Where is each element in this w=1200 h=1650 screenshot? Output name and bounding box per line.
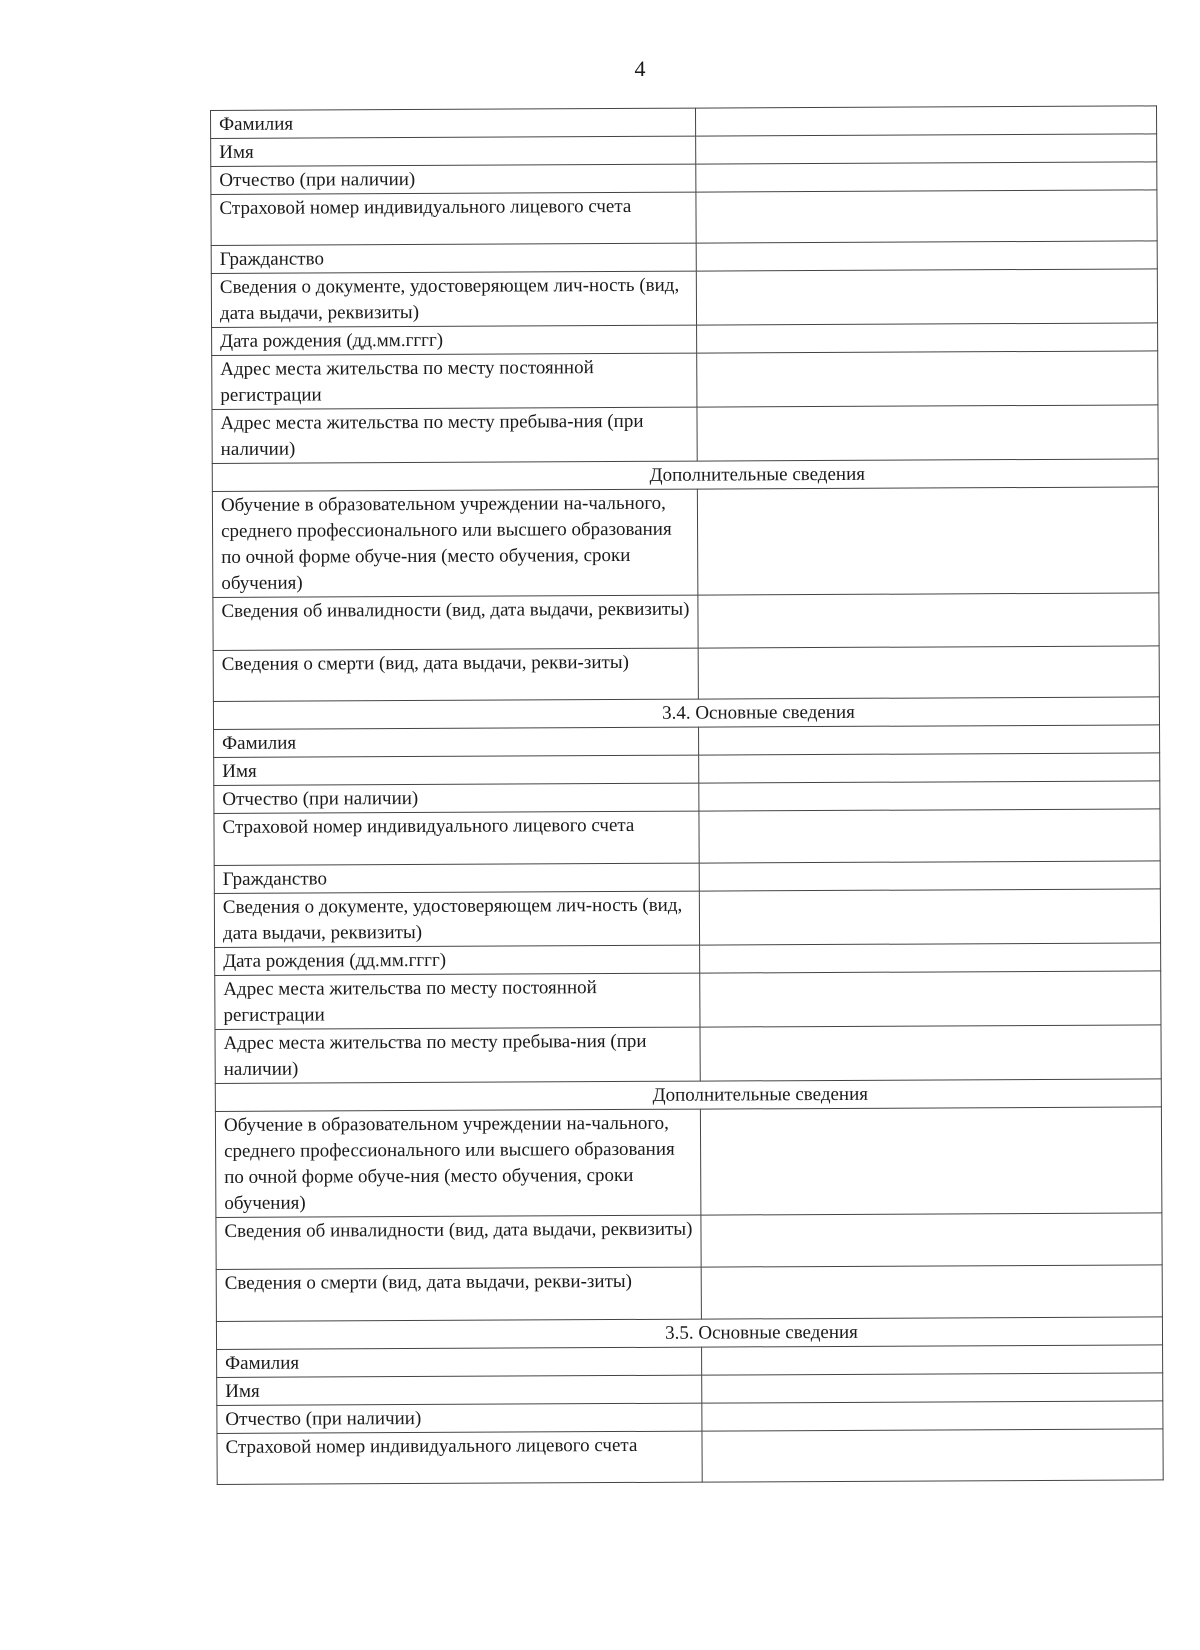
field-label: Дата рождения (дд.мм.гггг) — [215, 945, 700, 975]
field-label: Дата рождения (дд.мм.гггг) — [212, 325, 697, 355]
form-field-row — [213, 593, 1159, 651]
field-label: Сведения о смерти (вид, дата выдачи, рекви-зиты) — [216, 1267, 701, 1321]
form-field-row — [212, 487, 1159, 598]
field-value-cell[interactable] — [700, 1025, 1161, 1081]
field-label: Фамилия — [211, 108, 696, 138]
form-field-row — [212, 405, 1158, 464]
field-label: Адрес места жительства по месту постоянной регистрации — [215, 973, 700, 1029]
field-label: Адрес места жительства по месту постоянной регистрации — [212, 353, 697, 409]
field-value-cell[interactable] — [697, 405, 1158, 461]
page-number: 4 — [634, 56, 646, 81]
field-label: Адрес места жительства по месту пребыва-ния (при наличии) — [215, 1027, 700, 1083]
field-value-cell[interactable] — [698, 593, 1159, 648]
personal-data-form-table — [210, 105, 1164, 1485]
field-label: Адрес места жительства по месту пребыва-ния (при наличии) — [212, 407, 697, 463]
field-label: Имя — [217, 1375, 702, 1405]
field-value-cell[interactable] — [695, 106, 1156, 136]
form-field-row — [211, 269, 1157, 328]
field-value-cell[interactable] — [699, 725, 1160, 755]
field-value-cell[interactable] — [700, 971, 1161, 1027]
field-label: Гражданство — [214, 863, 699, 893]
section-header: Дополнительные сведения — [215, 1079, 1161, 1112]
field-value-cell[interactable] — [701, 1265, 1162, 1319]
field-label: Фамилия — [214, 727, 699, 757]
field-label: Имя — [211, 136, 696, 166]
field-value-cell[interactable] — [697, 487, 1159, 595]
field-value-cell[interactable] — [699, 753, 1160, 783]
field-value-cell[interactable] — [702, 1373, 1163, 1403]
field-label: Сведения об инвалидности (вид, дата выдачи, реквизиты) — [213, 595, 698, 650]
field-label: Имя — [214, 755, 699, 785]
field-value-cell[interactable] — [697, 351, 1158, 407]
field-value-cell[interactable] — [701, 1213, 1162, 1267]
field-value-cell[interactable] — [698, 646, 1159, 699]
form-field-row — [214, 809, 1160, 866]
section-header: 3.4. Основные сведения — [213, 697, 1159, 730]
section-header: Дополнительные сведения — [212, 459, 1158, 492]
field-value-cell[interactable] — [702, 1429, 1163, 1482]
field-value-cell[interactable] — [696, 162, 1157, 192]
form-table-body — [211, 106, 1164, 1485]
form-field-row — [214, 889, 1160, 948]
field-value-cell[interactable] — [697, 323, 1158, 353]
field-label: Обучение в образовательном учреждении на-чального, среднего профессионального или высшего образования по очной форме обуче-ния (место обучения, сроки обучения) — [212, 489, 698, 597]
form-field-row — [216, 1265, 1162, 1322]
form-field-row — [213, 646, 1159, 702]
form-field-row — [211, 190, 1157, 246]
field-value-cell[interactable] — [696, 241, 1157, 271]
section-header: 3.5. Основные сведения — [216, 1317, 1162, 1350]
field-label: Отчество (при наличии) — [214, 783, 699, 813]
field-value-cell[interactable] — [699, 861, 1160, 891]
field-value-cell[interactable] — [699, 809, 1160, 863]
field-value-cell[interactable] — [702, 1345, 1163, 1375]
field-value-cell[interactable] — [700, 1107, 1162, 1215]
field-label: Сведения о смерти (вид, дата выдачи, рекви-зиты) — [213, 648, 698, 701]
field-label: Страховой номер индивидуального лицевого счета — [214, 811, 699, 865]
form-field-row — [212, 351, 1158, 410]
field-label: Сведения о документе, удостоверяющем лич-ность (вид, дата выдачи, реквизиты) — [214, 891, 699, 947]
field-label: Фамилия — [217, 1347, 702, 1377]
field-value-cell[interactable] — [699, 889, 1160, 945]
form-field-row — [215, 1025, 1161, 1084]
field-label: Сведения об инвалидности (вид, дата выдачи, реквизиты) — [216, 1215, 701, 1269]
field-value-cell[interactable] — [696, 190, 1157, 243]
form-field-row — [215, 1107, 1162, 1218]
field-value-cell[interactable] — [702, 1401, 1163, 1431]
form-field-row — [216, 1213, 1162, 1270]
field-value-cell[interactable] — [699, 781, 1160, 811]
field-label: Гражданство — [211, 243, 696, 273]
field-label: Страховой номер индивидуального лицевого счета — [211, 192, 696, 245]
field-value-cell[interactable] — [696, 134, 1157, 164]
field-label: Сведения о документе, удостоверяющем лич-ность (вид, дата выдачи, реквизиты) — [211, 271, 696, 327]
field-label: Отчество (при наличии) — [217, 1403, 702, 1433]
form-field-row — [217, 1429, 1163, 1485]
field-value-cell[interactable] — [696, 269, 1157, 325]
field-label: Отчество (при наличии) — [211, 164, 696, 194]
field-value-cell[interactable] — [700, 943, 1161, 973]
form-field-row — [215, 971, 1161, 1030]
field-label: Страховой номер индивидуального лицевого счета — [217, 1431, 702, 1484]
field-label: Обучение в образовательном учреждении на-чального, среднего профессионального или высшего образования по очной форме обуче-ния (место обучения, сроки обучения) — [215, 1109, 701, 1217]
